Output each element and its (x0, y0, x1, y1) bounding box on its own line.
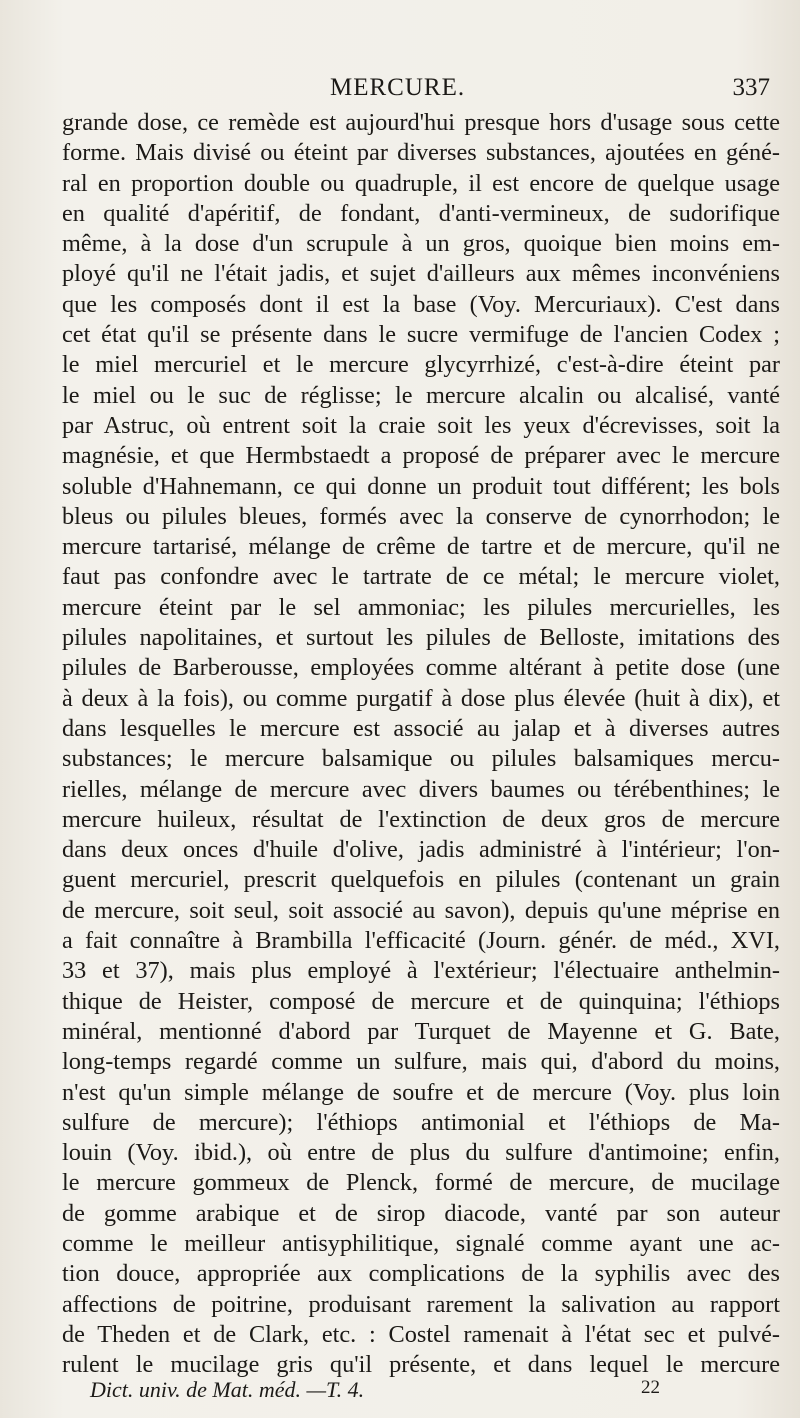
text-line: le miel ou le suc de réglisse; le mercure alcalin ou alcalisé, vanté (62, 381, 780, 409)
text-line: comme le meilleur antisyphilitique, signalé comme ayant une ac- (62, 1229, 780, 1257)
text-line: le mercure gommeux de Plenck, formé de mercure, de mucilage (62, 1169, 780, 1197)
signature-line (90, 1377, 660, 1407)
text-line: rulent le mucilage gris qu'il présente, et dans lequel le mercure (62, 1351, 780, 1379)
text-line: pilules de Barberousse, employées comme altérant à petite dose (une (62, 654, 780, 682)
text-line: de gomme arabique et de sirop diacode, vanté par son auteur (62, 1199, 780, 1227)
body-text (62, 108, 780, 1380)
signature-mark: 22 (641, 1377, 660, 1398)
text-line: minéral, mentionné d'abord par Turquet de Mayenne et G. Bate, (62, 1017, 780, 1045)
text-line: ral en proportion double ou quadruple, il est encore de quelque usage (62, 169, 780, 197)
text-line: de mercure, soit seul, soit associé au savon), depuis qu'une méprise en (62, 896, 780, 924)
text-line: cet état qu'il se présente dans le sucre vermifuge de l'ancien Codex ; (62, 321, 780, 349)
text-line: ployé qu'il ne l'était jadis, et sujet d'ailleurs aux mêmes inconvéniens (62, 260, 780, 288)
text-line: soluble d'Hahnemann, ce qui donne un produit tout différent; les bols (62, 472, 780, 500)
text-line: n'est qu'un simple mélange de soufre et de mercure (Voy. plus loin (62, 1078, 780, 1106)
text-line: long-temps regardé comme un sulfure, mais qui, d'abord du moins, (62, 1048, 780, 1076)
text-line: pilules napolitaines, et surtout les pilules de Belloste, imitations des (62, 624, 780, 652)
text-line: magnésie, et que Hermbstaedt a proposé de préparer avec le mercure (62, 442, 780, 470)
text-line: a fait connaître à Brambilla l'efficacité (Journ. génér. de méd., XVI, (62, 927, 780, 955)
volume-signature: Dict. univ. de Mat. méd. —T. 4. (90, 1377, 365, 1402)
text-line: guent mercuriel, prescrit quelquefois en pilules (contenant un grain (62, 866, 780, 894)
text-line: sulfure de mercure); l'éthiops antimonial et l'éthiops de Ma- (62, 1108, 780, 1136)
text-line: louin (Voy. ibid.), où entre de plus du sulfure d'antimoine; enfin, (62, 1139, 780, 1167)
text-line: par Astruc, où entrent soit la craie soit les yeux d'écrevisses, soit la (62, 411, 780, 439)
text-line: bleus ou pilules bleues, formés avec la conserve de cynorrhodon; le (62, 502, 780, 530)
text-line: substances; le mercure balsamique ou pilules balsamiques mercu- (62, 745, 780, 773)
text-line: même, à la dose d'un scrupule à un gros, quoique bien moins em- (62, 230, 780, 258)
text-line: tion douce, appropriée aux complications de la syphilis avec des (62, 1260, 780, 1288)
text-line: dans lesquelles le mercure est associé au jalap et à diverses autres (62, 714, 780, 742)
text-line: mercure éteint par le sel ammoniac; les pilules mercurielles, les (62, 593, 780, 621)
text-line: forme. Mais divisé ou éteint par diverses substances, ajoutées en géné- (62, 139, 780, 167)
text-line: mercure tartarisé, mélange de crême de tartre et de mercure, qu'il ne (62, 533, 780, 561)
text-line: en qualité d'apéritif, de fondant, d'anti-vermineux, de sudorifique (62, 199, 780, 227)
text-line: thique de Heister, composé de mercure et de quinquina; l'éthiops (62, 987, 780, 1015)
text-line: dans deux onces d'huile d'olive, jadis administré à l'intérieur; l'on- (62, 836, 780, 864)
running-header (60, 74, 770, 108)
text-line: affections de poitrine, produisant rarement la salivation au rapport (62, 1290, 780, 1318)
page-number: 337 (732, 74, 770, 101)
text-line: faut pas confondre avec le tartrate de ce métal; le mercure violet, (62, 563, 780, 591)
text-line: 33 et 37), mais plus employé à l'extérieur; l'électuaire anthelmin- (62, 957, 780, 985)
text-line: le miel mercuriel et le mercure glycyrrhizé, c'est-à-dire éteint par (62, 351, 780, 379)
running-title: MERCURE. (330, 74, 466, 101)
text-line: que les composés dont il est la base (Voy. Mercuriaux). C'est dans (62, 290, 780, 318)
text-line: rielles, mélange de mercure avec divers baumes ou térébenthines; le (62, 775, 780, 803)
text-line: grande dose, ce remède est aujourd'hui presque hors d'usage sous cette (62, 109, 780, 136)
text-line: mercure huileux, résultat de l'extinction de deux gros de mercure (62, 805, 780, 833)
text-line: de Theden et de Clark, etc. : Costel ramenait à l'état sec et pulvé- (62, 1320, 780, 1348)
text-line: à deux à la fois), ou comme purgatif à dose plus élevée (huit à dix), et (62, 684, 780, 712)
